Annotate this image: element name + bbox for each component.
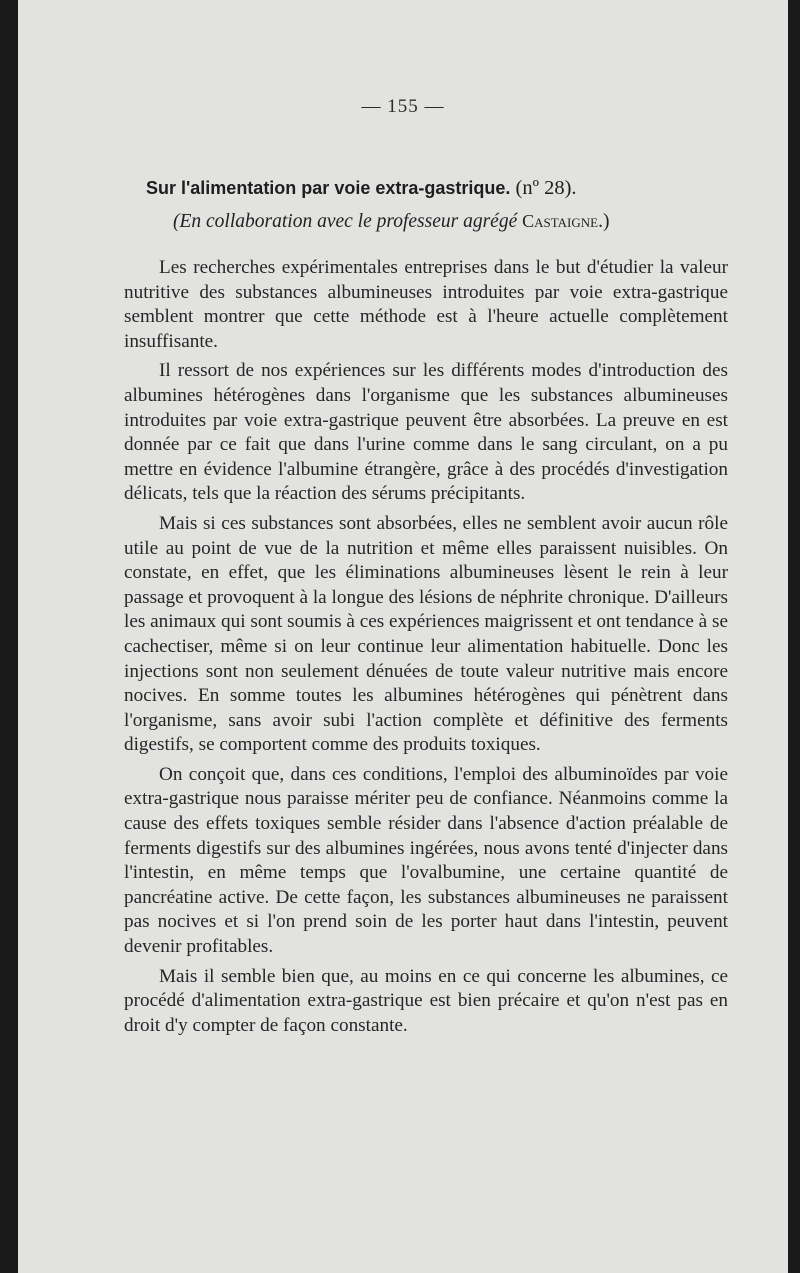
paragraph: Mais il semble bien que, au moins en ce qui concerne les albumines, ce procédé d'alimentation extra-gastrique est bien précaire et qu'on n'est pas en droit d'y compter de façon constante. xyxy=(124,965,728,1036)
document-page xyxy=(18,0,788,1273)
collaboration-note xyxy=(173,211,733,233)
paragraph: On conçoit que, dans ces conditions, l'emploi des albuminoïdes par voie extra-gastrique nous paraisse mériter peu de confiance. Néanmoins comme la cause des effets toxiques semble résider dans l'absence d'action préalable de ferments digestifs sur des albumines ingérées, nous avons tenté d'injecter dans l'intestin, en même temps que l'ovalbumine, une certaine quantité de pancréatine active. De cette façon, les substances albumineuses ne paraissent pas nocives et si l'on prend soin de les porter haut dans l'intestin, peuvent devenir profitables. xyxy=(124,763,728,958)
page-number: — 155 — xyxy=(361,96,445,117)
paragraph: Mais si ces substances sont absorbées, elles ne semblent avoir aucun rôle utile au point de vue de la nutrition et même elles paraissent nuisibles. On constate, en effet, que les éliminations albumineuses lèsent le rein à leur passage et provoquent à la longue des lésions de néphrite chronique. D'ailleurs les animaux qui sont soumis à ces expériences maigrissent et ont tendance à se cachectiser, même si on leur continue leur alimentation habituelle. Donc les injections sont non seulement dénuées de toute valeur nutritive mais encore nocives. En somme toutes les albumines hétérogènes qui pénètrent dans l'organisme, sans avoir subi l'action complète et définitive des ferments digestifs, se comportent comme des produits toxiques. xyxy=(124,512,728,756)
collaboration-text: (En collaboration avec le professeur agrégé xyxy=(173,211,518,232)
collaborator-name: Castaigne xyxy=(522,211,599,231)
body-text xyxy=(124,256,728,1043)
collaboration-close: .) xyxy=(598,211,610,232)
section-reference: (nº 28). xyxy=(515,177,577,199)
section-title: Sur l'alimentation par voie extra-gastrique. xyxy=(146,178,511,198)
section-heading xyxy=(146,177,746,200)
paragraph: Les recherches expérimentales entreprises dans le but d'étudier la valeur nutritive des substances albumineuses introduites par voie extra-gastrique semblent montrer que cette méthode est à l'heure actuelle complètement insuffisante. xyxy=(124,257,728,352)
paragraph: Il ressort de nos expériences sur les différents modes d'introduction des albumines hétérogènes dans l'organisme que les substances albumineuses introduites par voie extra-gastrique peuvent être absorbées. La preuve en est donnée par ce fait que dans l'urine comme dans le sang circulant, on a pu mettre en évidence l'albumine étrangère, grâce à des procédés d'investigation délicats, tels que la réaction des sérums précipitants. xyxy=(124,360,728,505)
